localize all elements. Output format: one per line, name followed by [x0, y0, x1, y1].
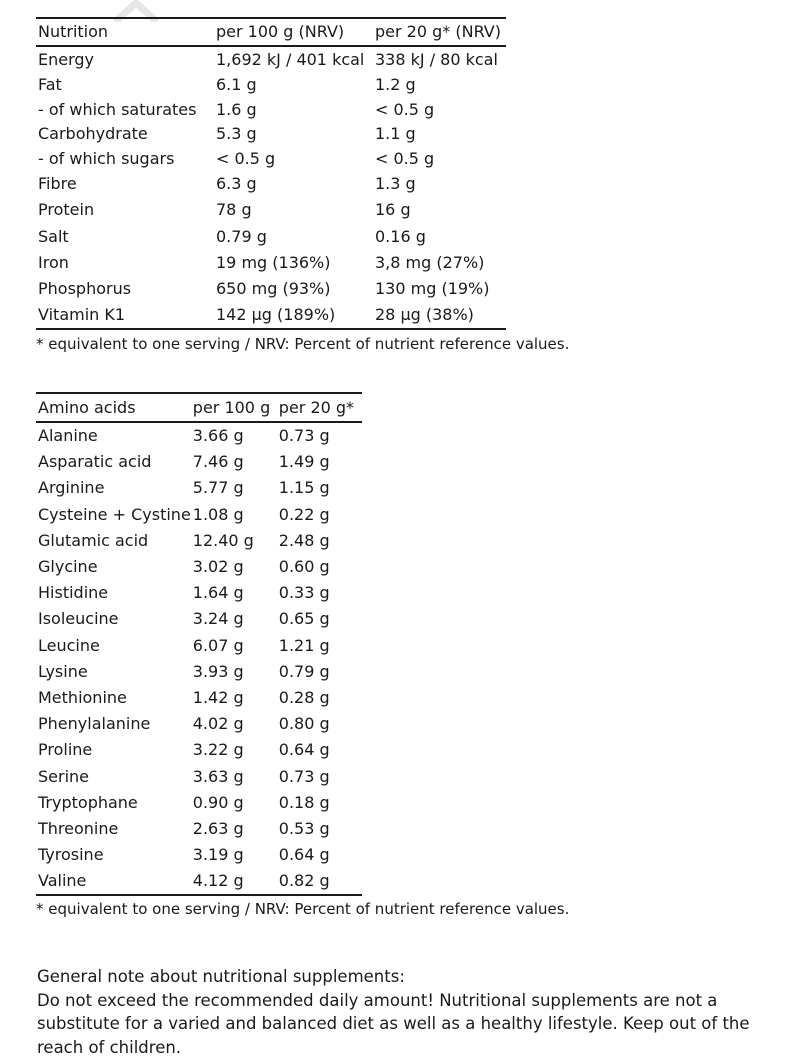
nutrition-row-value: 19 mg (136%) [216, 252, 331, 272]
amino-row-value: 1.08 g [192, 504, 244, 524]
nutrition-row-value: 1,692 kJ / 401 kcal [216, 50, 365, 70]
amino-row-value: 0.90 g [192, 792, 244, 812]
nutrition-row-label: Fibre [38, 174, 77, 194]
amino-row [36, 606, 362, 632]
nutrition-table [36, 17, 506, 330]
amino-row [36, 763, 362, 789]
amino-row-value: 2.48 g [278, 530, 330, 550]
amino-row-value: 1.49 g [278, 452, 330, 472]
amino-row-value: 0.80 g [278, 714, 330, 734]
amino-row-value: 0.79 g [278, 661, 330, 681]
amino-row-value: 4.12 g [191, 868, 277, 895]
amino-row-value: 3.22 g [192, 740, 244, 760]
nutrition-header-cell: Nutrition [36, 18, 214, 46]
amino-row-value: 0.73 g [278, 426, 330, 446]
amino-row-value: 3.66 g [192, 426, 244, 446]
nutrition-row-label: - of which sugars [38, 148, 175, 168]
amino-row-label: Isoleucine [38, 609, 119, 629]
amino-row [36, 422, 362, 449]
amino-footnote: * equivalent to one serving / NRV: Percent of nutrient reference values. [36, 900, 570, 918]
amino-row-value: 3.93 g [192, 661, 244, 681]
nutrition-row [36, 224, 506, 250]
nutrition-row-value: 6.3 g [216, 174, 257, 194]
amino-row [36, 633, 362, 659]
amino-row-value: 0.65 g [278, 609, 330, 629]
nutrition-row [36, 171, 506, 197]
amino-row-value: 4.02 g [192, 714, 244, 734]
nutrition-row [36, 46, 506, 73]
nutrition-row-value: 16 g [375, 200, 411, 220]
nutrition-row-value: 1.2 g [375, 75, 416, 95]
amino-row [36, 528, 362, 554]
nutrition-row-value: < 0.5 g [375, 99, 435, 119]
amino-row-label: Threonine [38, 818, 119, 838]
nutrition-row-value: < 0.5 g [216, 148, 276, 168]
amino-row-value: 3.63 g [192, 766, 244, 786]
amino-row-label: Phenylalanine [38, 714, 151, 734]
amino-header-cell: per 100 g [191, 393, 277, 422]
amino-acids-table [36, 392, 362, 896]
amino-row-value: 2.63 g [192, 818, 244, 838]
nutrition-row-label: Phosphorus [38, 279, 132, 299]
nutrition-row-value: 0.16 g [375, 226, 426, 246]
nutrition-row-label: Protein [38, 200, 95, 220]
amino-row-value: 1.21 g [278, 635, 330, 655]
nutrition-row [36, 250, 506, 276]
nutrition-row [36, 122, 506, 147]
nutrition-header-cell: per 100 g (NRV) [214, 18, 373, 46]
nutrition-row [36, 302, 506, 329]
amino-row [36, 502, 362, 528]
amino-row [36, 816, 362, 842]
amino-row-value: 3.19 g [192, 845, 244, 865]
amino-row-value: 0.64 g [278, 845, 330, 865]
amino-row [36, 554, 362, 580]
amino-row-label: Lysine [38, 661, 88, 681]
amino-row-value: 0.60 g [278, 557, 330, 577]
nutrition-row-value: 142 µg (189%) [214, 302, 373, 329]
nutrition-row-label: Vitamin K1 [36, 302, 214, 329]
amino-row-value: 0.53 g [278, 818, 330, 838]
amino-row-value: 0.64 g [278, 740, 330, 760]
amino-row [36, 868, 362, 895]
nutrition-row [36, 98, 506, 123]
nutrition-row-label: Carbohydrate [38, 124, 148, 144]
nutrition-row-value: 28 µg (38%) [373, 302, 506, 329]
amino-row-value: 7.46 g [192, 452, 244, 472]
amino-row-label: Tryptophane [38, 792, 138, 812]
nutrition-row-value: 650 mg (93%) [216, 279, 331, 299]
amino-row [36, 475, 362, 501]
amino-row-label: Serine [38, 766, 90, 786]
nutrition-row [36, 276, 506, 302]
amino-row-label: Proline [38, 740, 93, 760]
amino-row-label: Histidine [38, 583, 109, 603]
nutrition-row-value: 1.3 g [375, 174, 416, 194]
nutrition-header-cell: per 20 g* (NRV) [373, 18, 506, 46]
amino-row-label: Glutamic acid [38, 530, 149, 550]
nutrition-row-value: 338 kJ / 80 kcal [375, 50, 498, 70]
nutrition-row-value: 1.1 g [375, 124, 416, 144]
nutrition-row-value: 78 g [216, 200, 252, 220]
nutrition-row-value: 5.3 g [216, 124, 257, 144]
amino-row [36, 449, 362, 475]
amino-row-value: 6.07 g [192, 635, 244, 655]
nutrition-row [36, 73, 506, 98]
nutrition-row [36, 197, 506, 223]
amino-row-value: 0.82 g [277, 868, 362, 895]
amino-row-value: 1.15 g [278, 478, 330, 498]
amino-row [36, 842, 362, 868]
amino-row-value: 0.33 g [278, 583, 330, 603]
amino-header-row [36, 393, 362, 422]
amino-row-value: 0.28 g [278, 687, 330, 707]
amino-row-value: 5.77 g [192, 478, 244, 498]
amino-row [36, 580, 362, 606]
amino-row-label: Asparatic acid [38, 452, 152, 472]
amino-row-label: Valine [36, 868, 191, 895]
amino-row-label: Tyrosine [38, 845, 104, 865]
amino-row [36, 711, 362, 737]
nutrition-footnote: * equivalent to one serving / NRV: Percent of nutrient reference values. [36, 335, 570, 353]
nutrition-row-value: 130 mg (19%) [375, 279, 490, 299]
nutrition-row-label: Energy [38, 50, 95, 70]
general-note-text: Do not exceed the recommended daily amount! Nutritional supplements are not a substitute for a varied and balanced diet as well as a healthy lifestyle. Keep out of the reach of children. [37, 990, 750, 1057]
amino-row-value: 0.18 g [278, 792, 330, 812]
nutrition-row-value: 0.79 g [216, 226, 267, 246]
amino-row-label: Methionine [38, 687, 127, 707]
amino-row-value: 3.02 g [192, 557, 244, 577]
amino-row-value: 12.40 g [192, 530, 254, 550]
amino-header-cell: per 20 g* [277, 393, 362, 422]
nutrition-row-label: Fat [38, 75, 62, 95]
amino-row-value: 0.22 g [278, 504, 330, 524]
general-note [37, 965, 792, 1059]
nutrition-row-value: 6.1 g [216, 75, 257, 95]
nutrition-row-value: 1.6 g [216, 99, 257, 119]
amino-row-label: Leucine [38, 635, 100, 655]
nutrition-row-value: < 0.5 g [375, 148, 435, 168]
amino-row-label: Alanine [38, 426, 98, 446]
amino-row-value: 3.24 g [192, 609, 244, 629]
nutrition-row-label: Salt [38, 226, 69, 246]
nutrition-row-label: - of which saturates [38, 99, 197, 119]
amino-row-value: 1.42 g [192, 687, 244, 707]
nutrition-header-row [36, 18, 506, 46]
amino-row-label: Arginine [38, 478, 105, 498]
amino-row [36, 737, 362, 763]
nutrition-row [36, 147, 506, 172]
amino-row-label: Glycine [38, 557, 98, 577]
amino-row [36, 659, 362, 685]
nutrition-row-label: Iron [38, 252, 69, 272]
amino-row-value: 0.73 g [278, 766, 330, 786]
nutrition-row-value: 3,8 mg (27%) [375, 252, 485, 272]
amino-row-value: 1.64 g [192, 583, 244, 603]
amino-row [36, 790, 362, 816]
amino-header-cell: Amino acids [36, 393, 191, 422]
amino-row-label: Cysteine + Cystine [38, 504, 191, 524]
general-note-title: General note about nutritional supplements: [37, 967, 405, 986]
amino-row [36, 685, 362, 711]
